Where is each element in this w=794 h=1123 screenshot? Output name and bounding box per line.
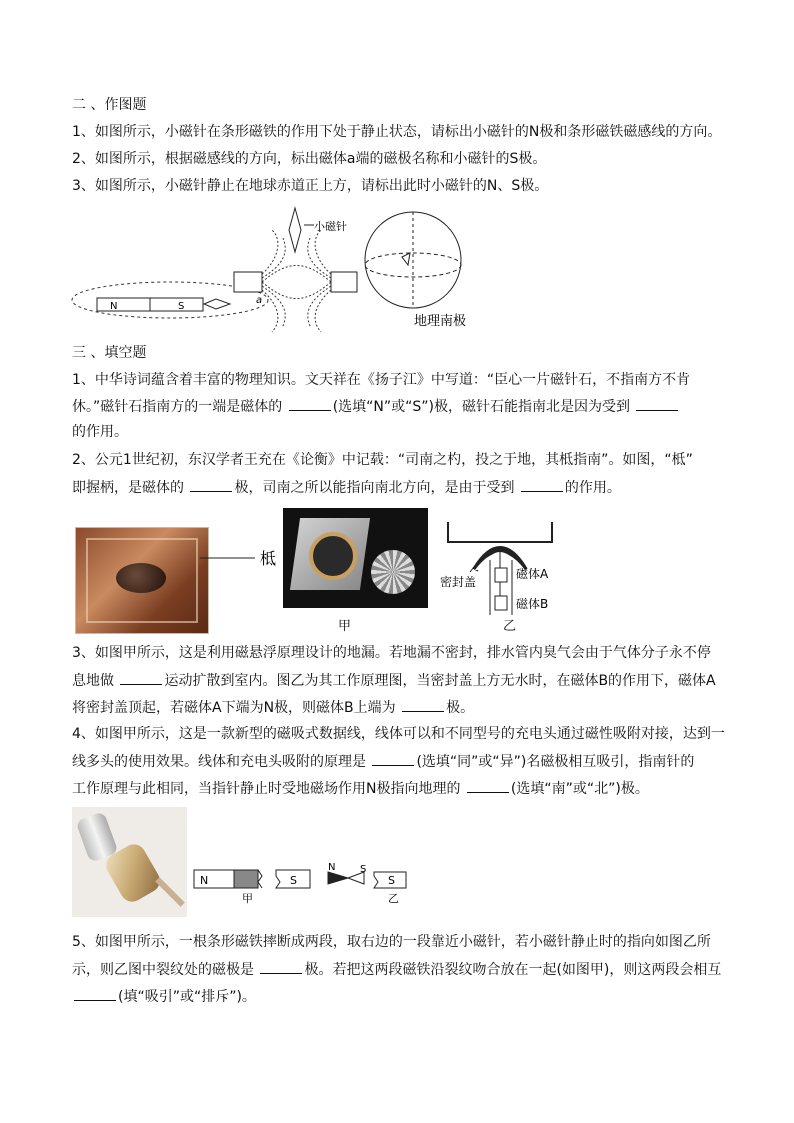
answer-blank[interactable]	[521, 477, 563, 492]
needle-s-label: S	[360, 864, 367, 875]
compass-needle-icon	[328, 872, 348, 884]
question-3-4-line3	[72, 778, 649, 799]
question-3-5-line3	[72, 986, 256, 1007]
text: 工作原理与此相同，当指针静止时受地磁场作用N极指向地理的	[72, 781, 465, 797]
magnetic-cable-photo	[72, 807, 187, 917]
south-pole-label: 地理南极	[414, 314, 467, 329]
section-title-drawing: 二 、作图题	[72, 97, 147, 113]
text: 的作用。	[564, 480, 621, 496]
question-3-1-line1: 1、中华诗词蕴含着丰富的物理知识。文天祥在《扬子江》中写道：“臣心一片磁针石，不指南方不肯	[72, 372, 691, 388]
figure-earth	[358, 205, 488, 333]
needle-label: 小磁针	[314, 220, 347, 233]
text: (选填“南”或“北”)极。	[510, 781, 649, 797]
question-3-1-line3: 的作用。	[72, 424, 128, 440]
text: 休。”磁针石指南方的一端是磁体的	[72, 399, 287, 415]
question-3-4-line2	[72, 751, 694, 772]
magnet-s-label-2: S	[388, 874, 395, 887]
magnet-right	[331, 272, 357, 292]
text: (选填“同”或“异”)名磁极相互吸引，指南针的	[416, 754, 695, 770]
question-3-3-line3	[72, 697, 474, 718]
question-2-3: 3、如图所示，小磁针静止在地球赤道正上方，请标出此时小磁针的N、S极。	[72, 178, 549, 194]
magnet-s-label: S	[290, 874, 297, 887]
handle-label: 柢	[260, 549, 277, 568]
answer-blank[interactable]	[372, 751, 414, 766]
text: 极，司南之所以能指向南北方向，是由于受到	[234, 480, 519, 496]
answer-blank[interactable]	[402, 697, 444, 712]
text: 极。	[446, 700, 475, 716]
question-2-2: 2、如图所示，根据磁感线的方向，标出磁体a端的磁极名称和小磁针的S极。	[72, 151, 547, 167]
answer-blank[interactable]	[74, 986, 116, 1001]
needle-n-label: N	[328, 862, 336, 873]
question-3-3-line2	[72, 670, 716, 691]
bar-magnet-s-label: S	[178, 301, 185, 312]
text: 息地做	[72, 673, 119, 689]
sinan-photo	[75, 527, 209, 634]
text: 极。若把这两段磁铁沿裂纹吻合放在一起(如图甲)，则这两段会相互	[304, 962, 722, 978]
section-title-fill: 三 、填空题	[72, 345, 147, 361]
question-2-1: 1、如图所示，小磁针在条形磁铁的作用下处于静止状态，请标出小磁针的N极和条形磁铁磁感线的方向。	[72, 124, 722, 140]
magnet-left	[234, 272, 262, 292]
question-3-1-line2	[72, 396, 680, 417]
magnet-b-label: 磁体B	[516, 597, 549, 611]
pole-a-label: a	[256, 295, 263, 306]
question-3-2-line1: 2、公元1世纪初，东汉学者王充在《论衡》中记载：“司南之杓，投之于地，其柢指南”。如图，“柢”	[72, 452, 693, 468]
magnet-a	[495, 568, 507, 582]
question-3-2-line2	[72, 477, 621, 498]
broken-magnet-figure	[190, 860, 420, 905]
magnet-b	[495, 596, 507, 610]
question-3-3-line1: 3、如图甲所示，这是利用磁悬浮原理设计的地漏。若地漏不密封，排水管内臭气会由于气体分子永不停	[72, 645, 711, 661]
answer-blank[interactable]	[289, 396, 331, 411]
drain-ring-icon	[309, 532, 357, 580]
bar-magnet-n-label: N	[110, 301, 118, 312]
needle-icon	[204, 299, 230, 309]
text: 线多头的使用效果。线体和充电头吸附的原理是	[72, 754, 371, 770]
answer-blank[interactable]	[120, 670, 162, 685]
text: (填“吸引”或“排斥”)。	[118, 989, 256, 1005]
text: 将密封盖顶起，若磁体A下端为N极，则磁体B上端为	[72, 700, 401, 716]
seal-label: 密封盖	[440, 575, 477, 589]
question-3-4-line1: 4、如图甲所示，这是一款新型的磁吸式数据线，线体可以和不同型号的充电头通过磁性吸附对接，达到一	[72, 726, 725, 742]
caption-jia-5: 甲	[242, 892, 253, 905]
compass-needle-icon	[289, 208, 301, 252]
figure-field-lines	[228, 200, 363, 335]
floor-drain-photo	[283, 508, 428, 608]
caption-yi-5: 乙	[388, 892, 399, 905]
caption-yi: 乙	[503, 619, 517, 634]
text: 运动扩散到室内。图乙为其工作原理图，当密封盖上方无水时，在磁体B的作用下，磁体A	[164, 673, 716, 689]
question-3-5-line2	[72, 959, 721, 980]
answer-blank[interactable]	[260, 959, 302, 974]
sinan-pointer	[200, 548, 290, 572]
question-3-5-line1: 5、如图甲所示，一根条形磁铁摔断成两段，取右边的一段靠近小磁针，若小磁针静止时的指向如图乙所	[72, 934, 711, 950]
answer-blank[interactable]	[467, 778, 509, 793]
magnet-a-label: 磁体A	[516, 567, 549, 581]
drain-cover-icon	[371, 550, 415, 594]
text: 示，则乙图中裂纹处的磁极是	[72, 962, 259, 978]
text: (选填“N”或“S”)极，磁针石能指南北是因为受到	[332, 399, 635, 415]
answer-blank[interactable]	[636, 396, 678, 411]
drain-diagram	[440, 510, 560, 630]
text: 即握柄，是磁体的	[72, 480, 189, 496]
answer-blank[interactable]	[190, 477, 232, 492]
magnet-n-label: N	[200, 874, 209, 887]
caption-jia: 甲	[338, 619, 352, 634]
